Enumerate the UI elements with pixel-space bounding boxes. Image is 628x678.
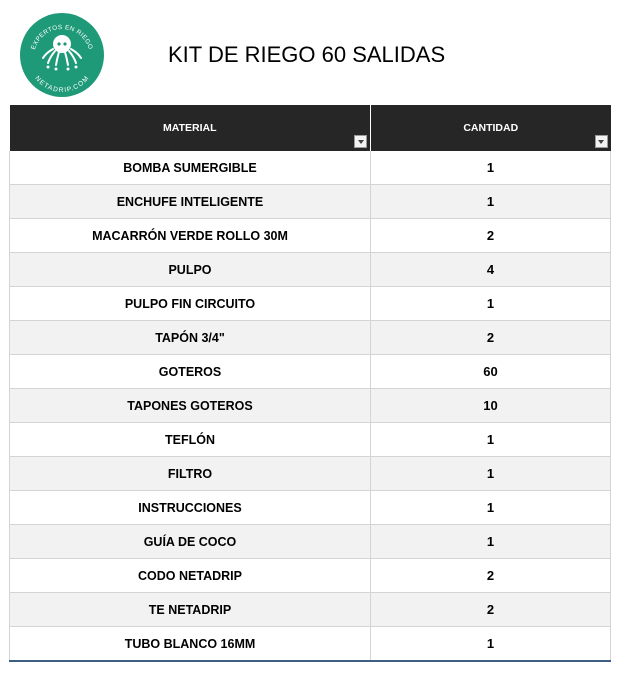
netadrip-logo [20,13,104,97]
quantity-cell: 2 [371,593,611,627]
table-row [10,559,611,593]
material-cell: TEFLÓN [10,423,371,457]
material-cell: TUBO BLANCO 16MM [10,627,371,662]
materials-table [9,105,611,662]
quantity-cell: 1 [371,423,611,457]
quantity-cell: 2 [371,559,611,593]
table-row [10,219,611,253]
table-row [10,627,611,662]
material-cell: BOMBA SUMERGIBLE [10,151,371,185]
material-cell: CODO NETADRIP [10,559,371,593]
table-row [10,355,611,389]
column-header-cantidad [371,105,611,151]
column-header-material [10,105,371,151]
octopus-logo-icon [20,13,104,97]
logo-top-text: EXPERTOS EN RIEGO [30,23,94,51]
material-cell: TAPÓN 3/4" [10,321,371,355]
column-header-label: MATERIAL [163,122,217,134]
quantity-cell: 1 [371,627,611,662]
chevron-down-icon [358,140,364,144]
filter-dropdown-button[interactable] [595,135,608,148]
table-row [10,185,611,219]
table-row [10,525,611,559]
table-row [10,287,611,321]
material-cell: PULPO FIN CIRCUITO [10,287,371,321]
quantity-cell: 1 [371,185,611,219]
column-header-label: CANTIDAD [463,122,519,134]
material-cell: PULPO [10,253,371,287]
table-row [10,389,611,423]
logo-bottom-text: NETADRIP.COM [33,74,91,95]
material-cell: INSTRUCCIONES [10,491,371,525]
table-row [10,491,611,525]
table-row [10,423,611,457]
quantity-cell: 1 [371,287,611,321]
quantity-cell: 1 [371,525,611,559]
table-header-row [10,105,611,151]
material-cell: GOTEROS [10,355,371,389]
table-row [10,151,611,185]
page-title: KIT DE RIEGO 60 SALIDAS [168,42,446,67]
quantity-cell: 1 [371,457,611,491]
material-cell: TE NETADRIP [10,593,371,627]
quantity-cell: 2 [371,321,611,355]
table-row [10,593,611,627]
material-cell: FILTRO [10,457,371,491]
quantity-cell: 4 [371,253,611,287]
table-row [10,321,611,355]
quantity-cell: 10 [371,389,611,423]
material-cell: TAPONES GOTEROS [10,389,371,423]
table-row [10,253,611,287]
material-cell: GUÍA DE COCO [10,525,371,559]
material-cell: ENCHUFE INTELIGENTE [10,185,371,219]
filter-dropdown-button[interactable] [354,135,367,148]
material-cell: MACARRÓN VERDE ROLLO 30M [10,219,371,253]
chevron-down-icon [598,140,604,144]
svg-text:NETADRIP.COM [33,75,90,94]
quantity-cell: 60 [371,355,611,389]
quantity-cell: 1 [371,491,611,525]
quantity-cell: 2 [371,219,611,253]
quantity-cell: 1 [371,151,611,185]
table-row [10,457,611,491]
